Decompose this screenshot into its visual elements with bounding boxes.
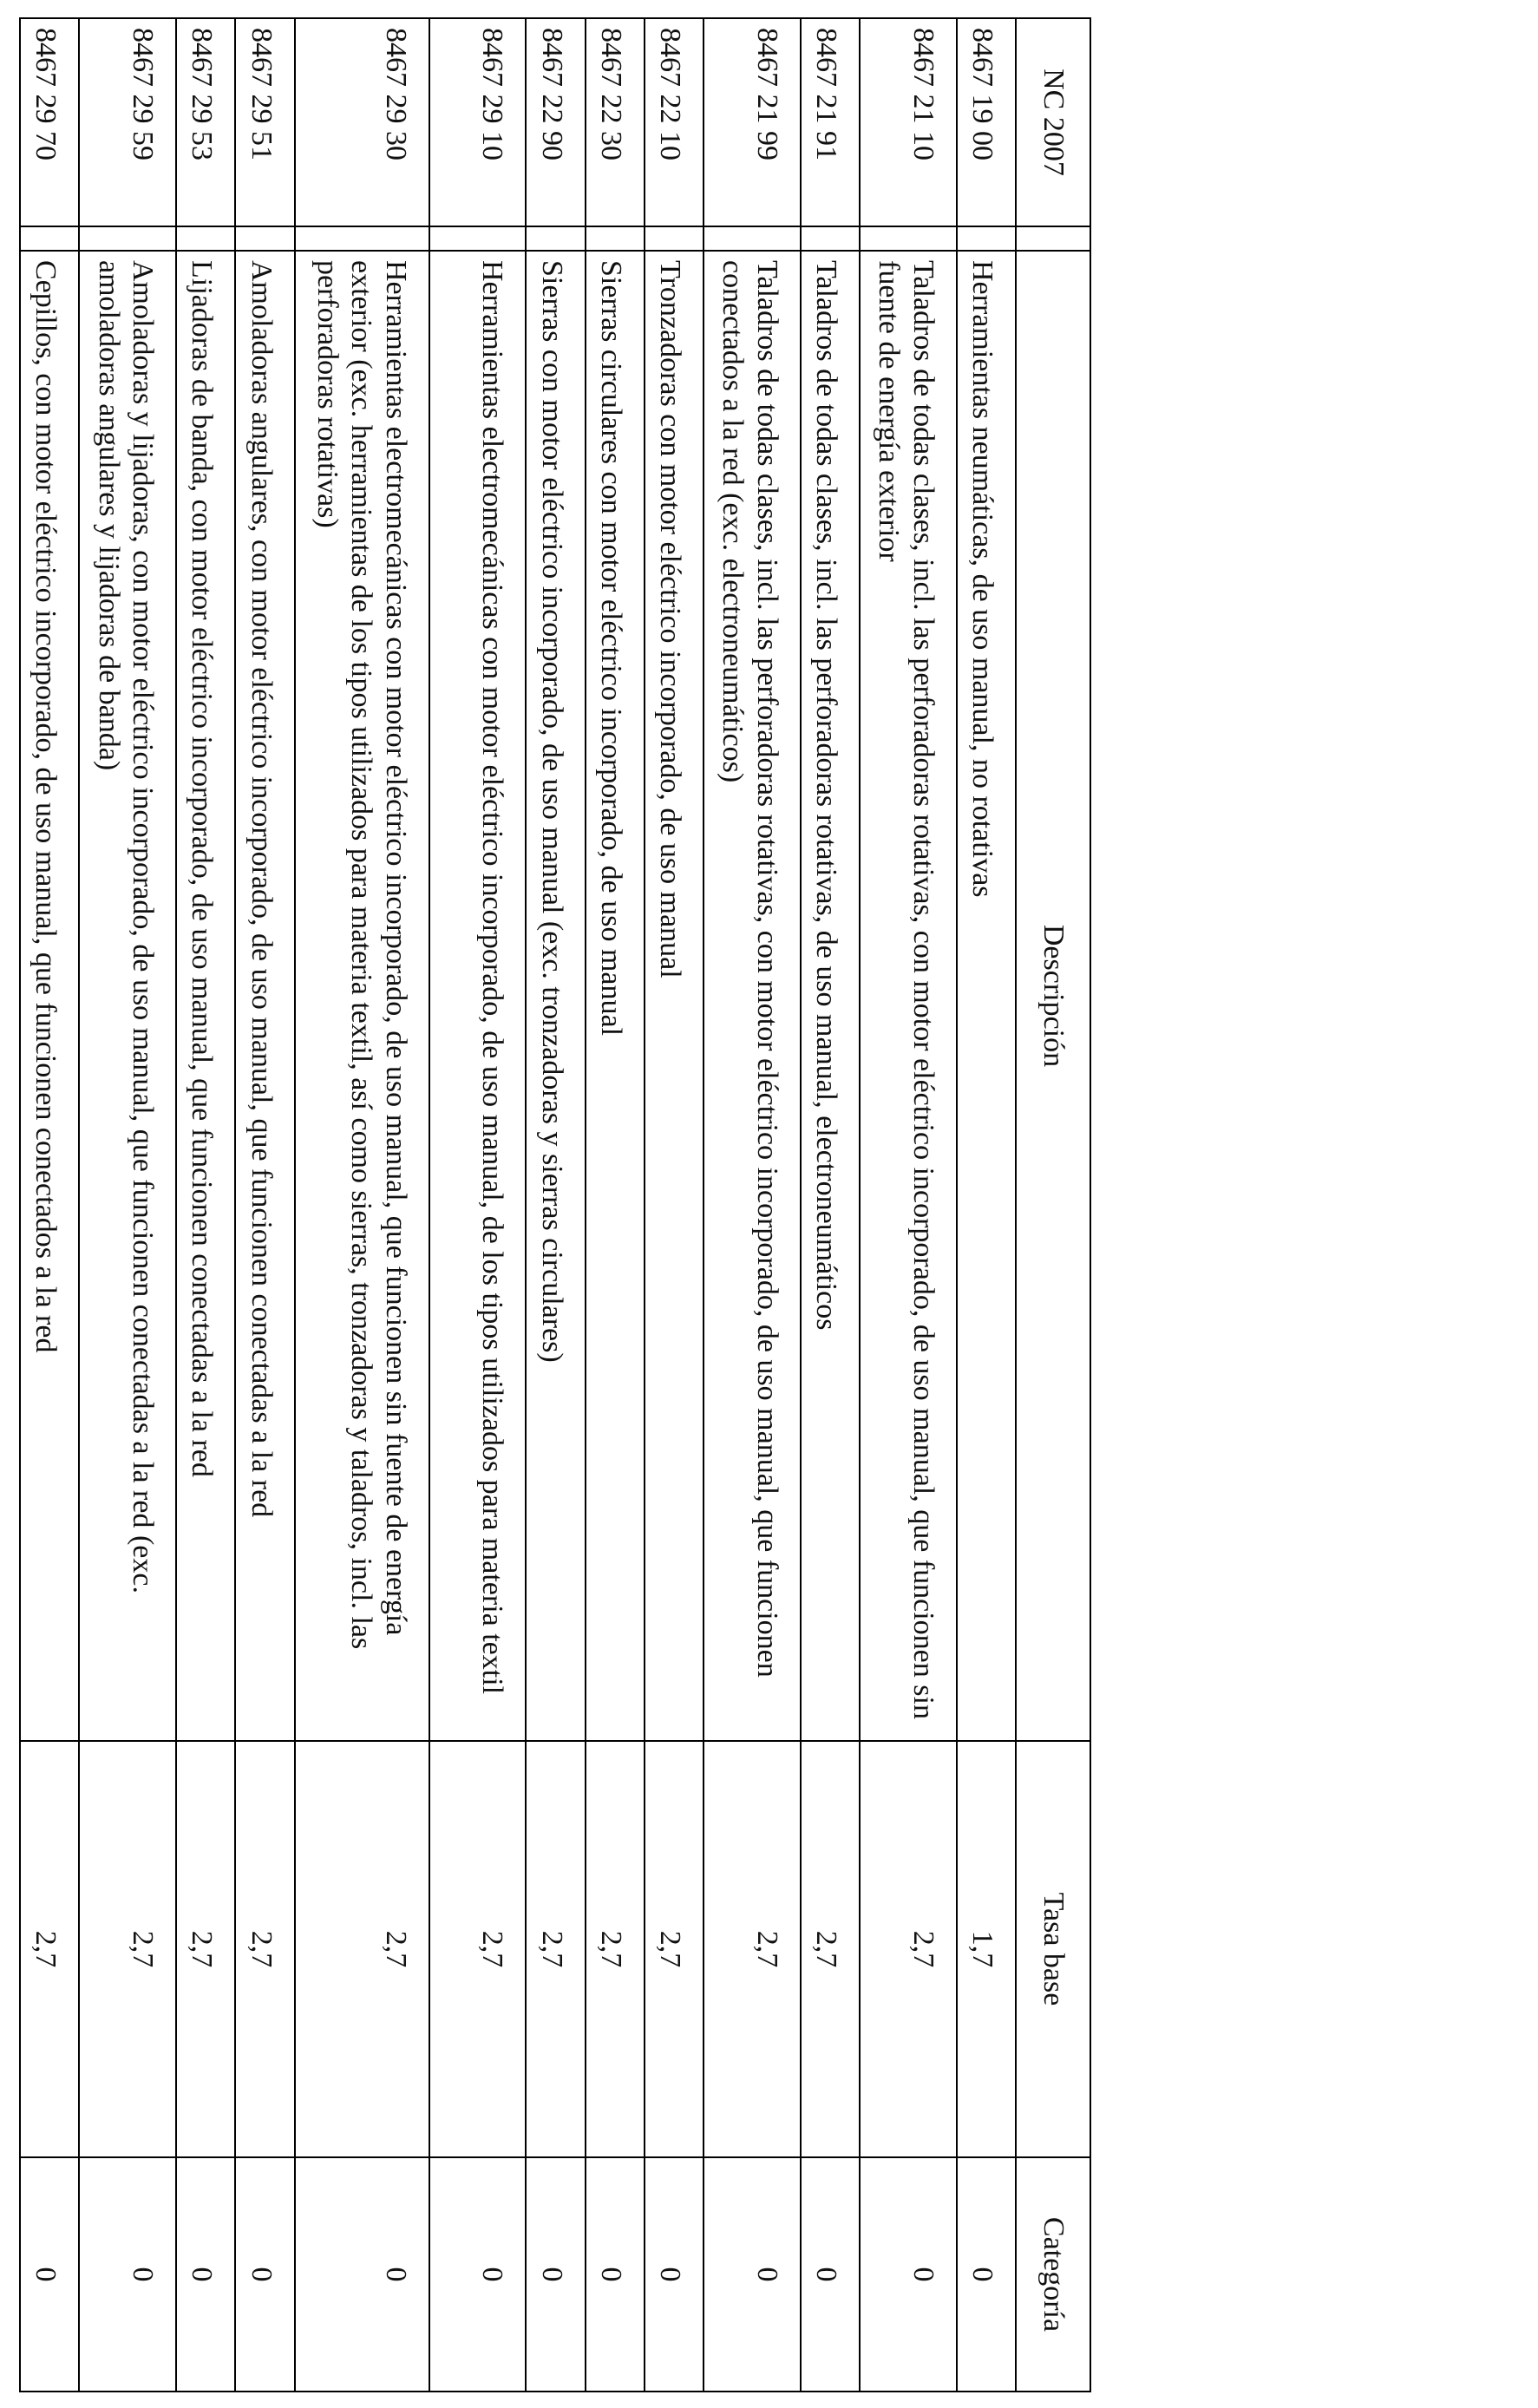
cell-code: 8467 29 30	[295, 18, 429, 226]
cell-base-rate: 2,7	[20, 1741, 79, 2157]
cell-description: Herramientas neumáticas, de uso manual, no rotativas	[957, 251, 1016, 1741]
cell-code: 8467 19 00	[957, 18, 1016, 226]
cell-category: 0	[801, 2157, 860, 2392]
cell-code: 8467 21 10	[860, 18, 957, 226]
table-row	[860, 18, 957, 2392]
cell-description: Amoladoras y lijadoras, con motor eléctrico incorporado, de uso manual, que funcionen conectadas a la red (exc. amoladoras angulares y lijadoras de banda)	[79, 251, 176, 1741]
cell-description: Lijadoras de banda, con motor eléctrico incorporado, de uso manual, que funcionen conectadas a la red	[176, 251, 235, 1741]
cell-base-rate: 2,7	[526, 1741, 585, 2157]
table-row	[704, 18, 801, 2392]
cell-base-rate: 2,7	[860, 1741, 957, 2157]
header-row	[1016, 18, 1090, 2392]
cell-code: 8467 29 51	[235, 18, 294, 226]
cell-base-rate: 2,7	[235, 1741, 294, 2157]
cell-base-rate: 2,7	[176, 1741, 235, 2157]
table-row	[235, 18, 294, 2392]
cell-base-rate: 2,7	[645, 1741, 704, 2157]
cell-category: 0	[79, 2157, 176, 2392]
cell-description: Tronzadoras con motor eléctrico incorporado, de uso manual	[645, 251, 704, 1741]
header-base-rate: Tasa base	[1016, 1741, 1090, 2157]
cell-code: 8467 22 90	[526, 18, 585, 226]
table-row	[957, 18, 1016, 2392]
cell-base-rate: 2,7	[586, 1741, 645, 2157]
cell-gap	[586, 226, 645, 251]
cell-description: Amoladoras angulares, con motor eléctrico incorporado, de uso manual, que funcionen conectadas a la red	[235, 251, 294, 1741]
cell-description: Taladros de todas clases, incl. las perforadoras rotativas, con motor eléctrico incorporado, de uso manual, que funcionen sin fuente de energía exterior	[860, 251, 957, 1741]
header-description: Descripción	[1016, 251, 1090, 1741]
header-gap	[1016, 226, 1090, 251]
cell-code: 8467 22 10	[645, 18, 704, 226]
header-category: Categoría	[1016, 2157, 1090, 2392]
cell-base-rate: 2,7	[295, 1741, 429, 2157]
cell-description: Taladros de todas clases, incl. las perforadoras rotativas, con motor eléctrico incorporado, de uso manual, que funcionen conectados a la red (exc. electroneumáticos)	[704, 251, 801, 1741]
table-row	[295, 18, 429, 2392]
cell-base-rate: 2,7	[801, 1741, 860, 2157]
cell-category: 0	[235, 2157, 294, 2392]
cell-gap	[176, 226, 235, 251]
cell-code: 8467 21 99	[704, 18, 801, 226]
cell-category: 0	[586, 2157, 645, 2392]
cell-base-rate: 2,7	[704, 1741, 801, 2157]
cell-description: Cepillos, con motor eléctrico incorporado, de uso manual, que funcionen conectados a la red	[20, 251, 79, 1741]
cell-gap	[860, 226, 957, 251]
cell-category: 0	[176, 2157, 235, 2392]
cell-gap	[801, 226, 860, 251]
cell-description: Taladros de todas clases, incl. las perforadoras rotativas, de uso manual, electroneumáticos	[801, 251, 860, 1741]
cell-category: 0	[429, 2157, 527, 2392]
cell-code: 8467 22 30	[586, 18, 645, 226]
cell-category: 0	[704, 2157, 801, 2392]
table-row	[429, 18, 527, 2392]
table-row	[645, 18, 704, 2392]
cell-gap	[645, 226, 704, 251]
tariff-table	[19, 17, 1091, 2392]
cell-base-rate: 1,7	[957, 1741, 1016, 2157]
cell-code: 8467 21 91	[801, 18, 860, 226]
cell-description: Sierras circulares con motor eléctrico incorporado, de uso manual	[586, 251, 645, 1741]
header-code: NC 2007	[1016, 18, 1090, 226]
cell-description: Sierras con motor eléctrico incorporado, de uso manual (exc. tronzadoras y sierras circulares)	[526, 251, 585, 1741]
cell-category: 0	[295, 2157, 429, 2392]
table-row	[176, 18, 235, 2392]
cell-code: 8467 29 53	[176, 18, 235, 226]
cell-gap	[235, 226, 294, 251]
cell-gap	[429, 226, 527, 251]
cell-gap	[526, 226, 585, 251]
cell-category: 0	[645, 2157, 704, 2392]
cell-category: 0	[860, 2157, 957, 2392]
table-row	[586, 18, 645, 2392]
table-row	[526, 18, 585, 2392]
cell-code: 8467 29 59	[79, 18, 176, 226]
cell-description: Herramientas electromecánicas con motor eléctrico incorporado, de uso manual, de los tipos utilizados para materia textil	[429, 251, 527, 1741]
cell-category: 0	[957, 2157, 1016, 2392]
table-row	[20, 18, 79, 2392]
cell-gap	[20, 226, 79, 251]
rotated-page	[19, 17, 1091, 2391]
cell-category: 0	[526, 2157, 585, 2392]
cell-gap	[79, 226, 176, 251]
cell-base-rate: 2,7	[79, 1741, 176, 2157]
cell-category: 0	[20, 2157, 79, 2392]
table-row	[79, 18, 176, 2392]
cell-base-rate: 2,7	[429, 1741, 527, 2157]
cell-code: 8467 29 10	[429, 18, 527, 226]
cell-gap	[295, 226, 429, 251]
cell-description: Herramientas electromecánicas con motor eléctrico incorporado, de uso manual, que funcionen sin fuente de energía exterior (exc. herramientas de los tipos utilizados para materia textil, así como sierras, tronzadoras y taladros, incl. las perforadoras rotativas)	[295, 251, 429, 1741]
table-row	[801, 18, 860, 2392]
cell-gap	[704, 226, 801, 251]
cell-gap	[957, 226, 1016, 251]
cell-code: 8467 29 70	[20, 18, 79, 226]
